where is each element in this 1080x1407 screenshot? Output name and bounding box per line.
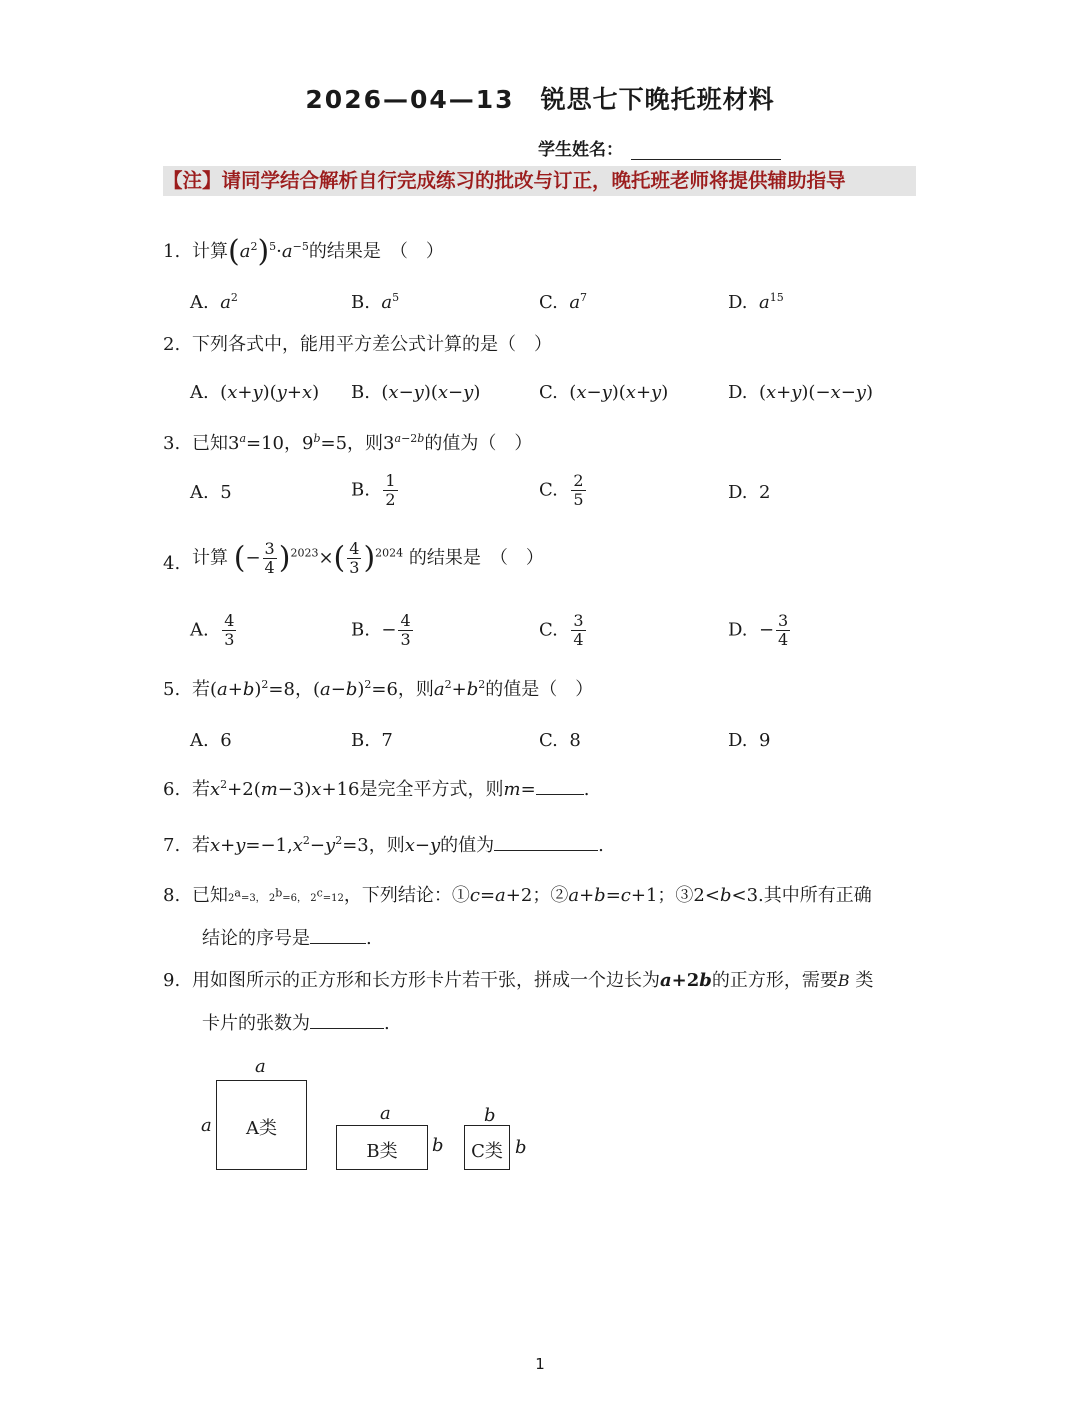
label-b-side: b — [432, 1135, 444, 1156]
card-c-label: C类 — [471, 1141, 503, 1162]
question-stem: 用如图所示的正方形和长方形卡片若干张，拼成一个边长为a+2b的正方形，需要B 类 — [192, 970, 874, 991]
question-number: 1. — [163, 241, 181, 262]
label-c-top: b — [484, 1105, 496, 1126]
label-c-side: b — [515, 1137, 527, 1158]
question-number: 2. — [163, 334, 181, 355]
title-date: 2026—04—13 — [305, 85, 515, 114]
question-stem: 若$x+y=-1,x^2-y^2=3$，则x−y的值为 . — [192, 834, 604, 856]
option-c[interactable]: C. $\frac{3}{4}$ — [539, 611, 584, 649]
option-a[interactable]: A. 5 — [190, 482, 232, 503]
student-name-label: 学生姓名： — [538, 140, 623, 160]
answer-blank[interactable] — [310, 929, 366, 944]
note-banner: 【注】请同学结合解析自行完成练习的批改与订正，晚托班老师将提供辅助指导 — [163, 166, 916, 196]
option-a[interactable]: A. $\frac{4}{3}$ — [190, 611, 235, 649]
option-b[interactable]: B. $a^5$ — [351, 291, 400, 313]
option-b[interactable]: B. 7 — [351, 730, 393, 751]
option-c[interactable]: C. 8 — [539, 730, 581, 751]
question-stem: 若$x^2+2(m-3)x+16$是完全平方式，则m= . — [192, 778, 590, 800]
question-1 — [0, 234, 1080, 270]
option-d[interactable]: D. $a^{15}$ — [728, 291, 784, 313]
question-number: 9. — [163, 970, 181, 991]
student-name-blank[interactable] — [631, 143, 781, 160]
option-c[interactable]: C. (x−y)(x+y) — [539, 382, 669, 403]
question-stem: 已知$3^a=10$，$9^b=5$，则$3^{a-2b}$的值为（ ） — [192, 432, 533, 454]
question-stem: 下列各式中，能用平方差公式计算的是（ ） — [192, 334, 552, 355]
option-c[interactable]: C. $a^7$ — [539, 291, 588, 313]
question-stem: 若$(a+b)^2=8$，$(a-b)^2=6$，则$a^2+b^2$的值是（ ） — [192, 678, 594, 700]
answer-blank[interactable] — [494, 836, 598, 851]
question-stem: 计算$(a^2)^5\cdot a^{-5}$的结果是 （ ） — [192, 234, 444, 269]
question-number: 6. — [163, 779, 181, 800]
student-name-field — [538, 135, 781, 160]
page-number: 1 — [535, 1355, 545, 1373]
question-number: 7. — [163, 835, 181, 856]
option-b[interactable]: B. $\frac{1}{2}$ — [351, 471, 396, 509]
label-a-side: a — [201, 1115, 212, 1136]
card-b-label: B类 — [366, 1141, 398, 1162]
option-d[interactable]: D. − $\frac{3}{4}$ — [728, 611, 789, 649]
option-d[interactable]: D. (x+y)(−x−y) — [728, 382, 873, 403]
option-d[interactable]: D. 9 — [728, 730, 771, 751]
question-9-line2: 卡片的张数为 . — [202, 1013, 390, 1034]
question-number: 3. — [163, 433, 181, 454]
option-b[interactable]: B. (x−y)(x−y) — [351, 382, 481, 403]
question-number: 8. — [163, 885, 181, 906]
page-title — [0, 80, 1080, 116]
option-b[interactable]: B. − $\frac{4}{3}$ — [351, 611, 411, 649]
title-text: 锐思七下晚托班材料 — [540, 85, 775, 114]
label-a-top: a — [255, 1056, 266, 1077]
answer-blank[interactable] — [536, 780, 584, 795]
label-b-top: a — [380, 1103, 391, 1124]
card-b — [336, 1125, 428, 1170]
question-8-line2: 结论的序号是 . — [202, 928, 372, 949]
option-a[interactable]: A. $a^2$ — [190, 291, 238, 313]
option-c[interactable]: C. $\frac{2}{5}$ — [539, 471, 584, 509]
answer-blank[interactable] — [310, 1014, 384, 1029]
option-d[interactable]: D. 2 — [728, 482, 771, 503]
question-number: 4. — [163, 553, 181, 574]
option-a[interactable]: A. (x+y)(y+x) — [190, 382, 320, 403]
question-number: 5. — [163, 679, 181, 700]
card-a — [216, 1080, 307, 1170]
card-a-label: A类 — [246, 1118, 277, 1139]
question-stem: 已知$2^a=3$， $2^b=6$， $2^c=12$，下列结论：①c=a+2；②a+b=c+1；③2<b<3.其中所有正确 — [192, 885, 872, 906]
question-4 — [0, 540, 1080, 590]
card-c — [464, 1125, 510, 1170]
option-a[interactable]: A. 6 — [190, 730, 232, 751]
question-stem: 计算 (− $\frac{3}{4}$ )$^{2023}$×( $\frac{4}{3}$ )$^{2024}$ 的结果是 （ ） — [192, 539, 544, 577]
